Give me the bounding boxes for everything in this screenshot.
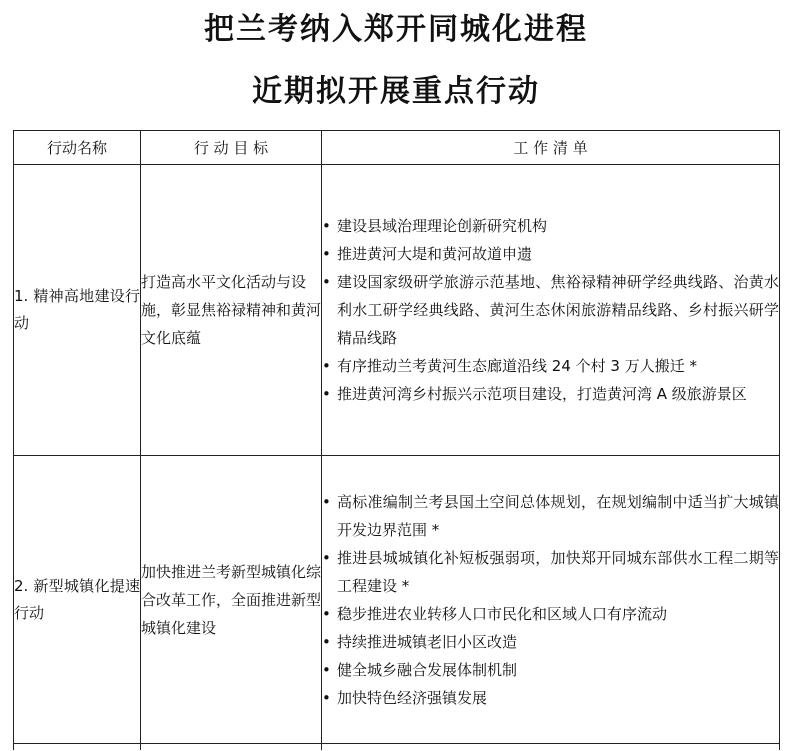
bullet-icon: • — [322, 245, 331, 263]
bullet-icon: • — [322, 357, 331, 375]
action-name-cell: 1. 精神高地建设行动 — [14, 165, 141, 456]
action-plan-table — [13, 130, 780, 750]
task-list — [322, 212, 779, 408]
page-title-line-1: 把兰考纳入郑开同城化进程 — [204, 12, 588, 47]
task-text: 推进黄河大堤和黄河故道申遗 — [337, 245, 533, 263]
list-item — [322, 240, 779, 268]
bullet-icon: • — [322, 548, 331, 567]
header-task-list: 工 作 清 单 — [322, 131, 780, 165]
action-name-cell: 2. 新型城镇化提速行动 — [14, 456, 141, 744]
task-list-cell — [322, 165, 780, 456]
header-action-goal: 行 动 目 标 — [141, 131, 322, 165]
bullet-icon: • — [322, 492, 331, 511]
list-item — [322, 600, 779, 628]
task-text: 高标准编制兰考县国土空间总体规划，在规划编制中适当扩大城镇开发边界范围 * — [337, 492, 779, 539]
bullet-icon: • — [322, 604, 331, 623]
page-title-line-2: 近期拟开展重点行动 — [252, 74, 540, 109]
list-item — [322, 212, 779, 240]
list-item — [322, 268, 779, 352]
list-item — [322, 488, 779, 544]
bullet-icon: • — [322, 660, 331, 679]
bullet-icon: • — [322, 688, 331, 707]
table-row — [14, 456, 780, 744]
list-item — [322, 628, 779, 656]
task-text: 推进县城城镇化补短板强弱项，加快郑开同城东部供水工程二期等工程建设 * — [337, 548, 779, 595]
bullet-icon: • — [322, 632, 331, 651]
bullet-icon: • — [322, 217, 331, 235]
table-row-continuation — [14, 744, 780, 751]
list-item — [322, 656, 779, 684]
task-text: 推进黄河湾乡村振兴示范项目建设，打造黄河湾 A 级旅游景区 — [337, 385, 747, 403]
header-action-name: 行动名称 — [14, 131, 141, 165]
list-item — [322, 352, 779, 380]
list-item — [322, 544, 779, 600]
list-item — [322, 684, 779, 712]
task-text: 健全城乡融合发展体制机制 — [337, 660, 518, 679]
task-text: 建设县域治理理论创新研究机构 — [337, 217, 548, 235]
action-goal-cell: 加快推进兰考新型城镇化综合改革工作，全面推进新型城镇化建设 — [141, 456, 322, 744]
task-text: 加快特色经济强镇发展 — [337, 688, 488, 707]
action-goal-cell: 打造高水平文化活动与设施，彰显焦裕禄精神和黄河文化底蕴 — [141, 165, 322, 456]
task-list-cell — [322, 456, 780, 744]
task-text: 持续推进城镇老旧小区改造 — [337, 632, 518, 651]
table-row — [14, 165, 780, 456]
task-list — [322, 488, 779, 712]
table-header-row — [14, 131, 780, 165]
table-cell-empty — [14, 744, 141, 751]
task-text: 有序推动兰考黄河生态廊道沿线 24 个村 3 万人搬迁 * — [337, 357, 697, 375]
bullet-icon: • — [322, 385, 331, 403]
table-cell-empty — [141, 744, 322, 751]
list-item — [322, 380, 779, 408]
task-text: 建设国家级研学旅游示范基地、焦裕禄精神研学经典线路、治黄水利水工研学经典线路、黄河生态休闲旅游精品线路、乡村振兴研学精品线路 — [337, 273, 779, 347]
table-cell-empty — [322, 744, 780, 751]
bullet-icon: • — [322, 273, 331, 291]
task-text: 稳步推进农业转移人口市民化和区域人口有序流动 — [337, 604, 668, 623]
